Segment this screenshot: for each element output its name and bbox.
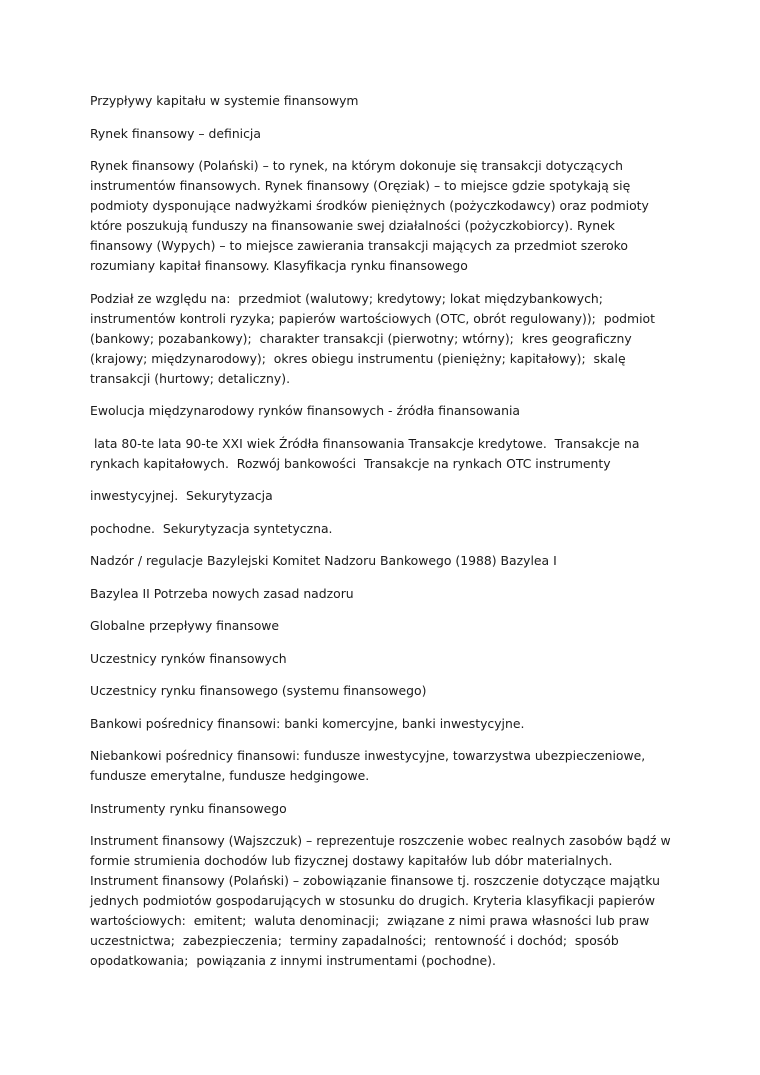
heading-evolution: Ewolucja międzynarodowy rynków finansowych - źródła finansowania [90,403,521,418]
paragraph-division-criteria: Podział ze względu na: przedmiot (walutowy; kredytowy; lokat międzybankowych; instrumentów kontroli ryzyka; papierów wartościowych (OTC, obrót regulowany)); podmiot (bankowy; pozabankowy); charakter transakcji (pierwotny; wtórny); kres geograficzny (krajowy; międzynarodowy); okres obiegu instrumentu (pieniężny; kapitałowy); skalę transakcji (hurtowy; detaliczny). [90,290,659,386]
paragraph-basel-ii: Bazylea II Potrzeba nowych zasad nadzoru [90,585,354,601]
document-body [90,91,680,984]
paragraph-bank-intermediaries: Bankowi pośrednicy finansowi: banki komercyjne, banki inwestycyjne. [90,715,525,731]
paragraph-evolution-line2: inwestycyjnej. Sekurytyzacja [90,488,273,503]
paragraph-nonbank-intermediaries: Niebankowi pośrednicy finansowi: fundusze inwestycyjne, towarzystwa ubezpieczeniowe, fundusze emerytalne, fundusze hedgingowe. [90,748,650,783]
paragraph-instrument-definitions: Instrument finansowy (Wajszczuk) – reprezentuje roszczenie wobec realnych zasobów bądź w formie strumienia dochodów lub fizycznej dostawy kapitałów lub dóbr materialnych. Instrument finansowy (Polański) – zobowiązanie finansowe tj. roszczenie dotyczące majątku jednych podmiotów gospodarujących w stosunku do drugich. Kryteria klasyfikacji papierów wartościowych: emitent; waluta denominacji; związane z nimi prawa własności lub praw uczestnictwa; zabezpieczenia; terminy zapadalności; rentowność i dochód; sposób opodatkowania; powiązania z innymi instrumentami (pochodne). [90,833,675,968]
heading-rynek-finansowy-definicja: Rynek finansowy – definicja [90,125,261,141]
heading-participants: Uczestnicy rynków finansowych [90,650,287,666]
heading-instruments: Instrumenty rynku finansowego [90,800,287,816]
doc-title: Przypływy kapitału w systemie finansowym [90,93,359,108]
paragraph-definitions: Rynek finansowy (Polański) – to rynek, na którym dokonuje się transakcji dotyczących instrumentów finansowych. Rynek finansowy (Oręziak) – to miejsce gdzie spotykają się podmioty dysponujące nadwyżkami środków pieniężnych (pożyczkodawcy) oraz podmioty które poszukują funduszy na finansowanie swej działalności (pożyczkobiorcy). Rynek finansowy (Wypych) – to miejsce zawierania transakcji mających za przedmiot szeroko rozumiany kapitał finansowy. Klasyfikacja rynku finansowego [90,158,653,273]
paragraph-evolution-line3: pochodne. Sekurytyzacja syntetyczna. [90,520,333,536]
paragraph-supervision: Nadzór / regulacje Bazylejski Komitet Nadzoru Bankowego (1988) Bazylea I [90,553,557,568]
heading-participants-system: Uczestnicy rynku finansowego (systemu finansowego) [90,683,427,698]
paragraph-evolution-timeline: lata 80-te lata 90-te XXI wiek Źródła finansowania Transakcje kredytowe. Transakcje na rynkach kapitałowych. Rozwój bankowości Transakcje na rynkach OTC instrumenty [90,435,644,471]
heading-global-flows: Globalne przepływy finansowe [90,618,280,633]
